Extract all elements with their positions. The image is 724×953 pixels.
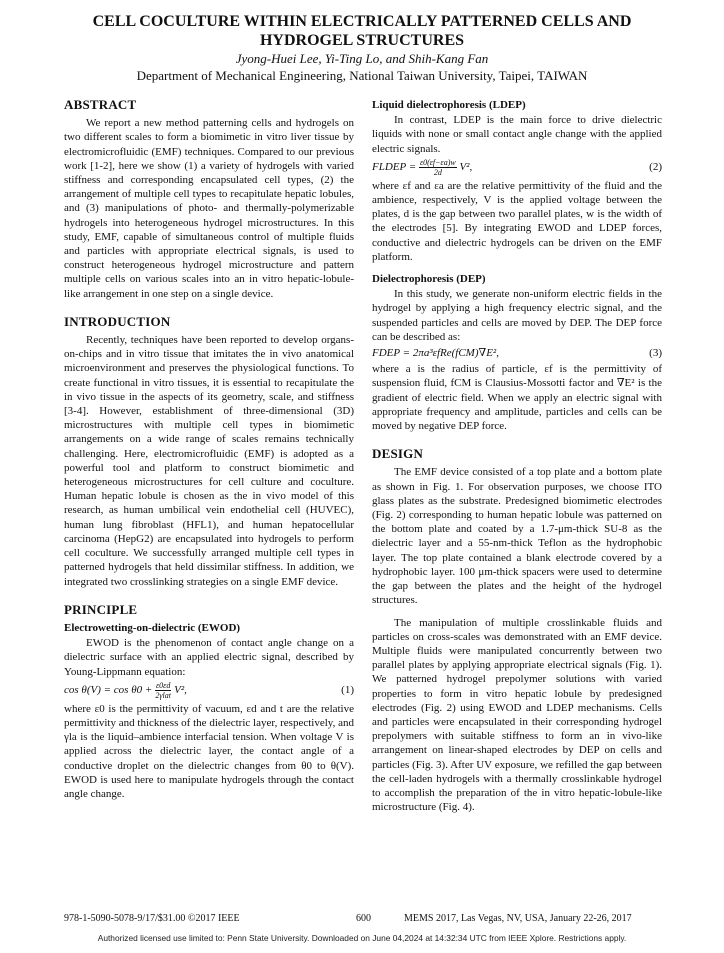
dep-heading: Dielectrophoresis (DEP) <box>372 273 486 286</box>
eq1-denominator: 2γlat <box>155 690 171 700</box>
license-notice: Authorized licensed use limited to: Penn State University. Downloaded on June 04,2024 at 14:32:34 UTC from IEEE Xplore. Restrictions apply. <box>97 933 627 943</box>
dep-text-2: where a is the radius of particle, εf is the permittivity of suspension fluid, fCM is Clausius-Mossotti factor and ∇E² is the gradient of electric field. When we apply an electric signal with appropriate frequency and amplitude, particles and cells can be moved by negative DEP force. <box>372 363 662 433</box>
eq3-body: FDEP = 2πa³εfRe(fCM)∇E², <box>372 347 499 360</box>
ldep-text-1: In contrast, LDEP is the main force to drive dielectric liquids with none or small contact angle change with the applied electric signals. <box>372 114 662 155</box>
introduction-heading: INTRODUCTION <box>64 313 171 329</box>
eq2-denominator: 2d <box>433 167 442 177</box>
eq2-tail: V², <box>459 160 473 173</box>
eq2-lhs: FLDEP = <box>372 160 417 173</box>
ldep-text-2: where εf and εa are the relative permittivity of the fluid and the ambience, respectively, V is the applied voltage between the plates, d is the gap between two parallel plates, w is the width of the electrodes [5]. By integrating EWOD and LDEP forces, conductive and dielectric hydrogels can be driven on the EMF platform. <box>372 179 662 263</box>
left-column <box>64 98 354 801</box>
eq2-fraction <box>419 158 457 177</box>
footer-conference: MEMS 2017, Las Vegas, NV, USA, January 22-26, 2017 <box>404 913 632 924</box>
right-column <box>372 98 662 814</box>
ewod-text-2: where ε0 is the permittivity of vacuum, εd and t are the relative permittivity and thickness of the dielectric layer, respectively, and γla is the liquid–ambience interfacial tension. When voltage V is applied across the dielectric layer, the contact angle of a conductive droplet on the dielectric changes from θ0 to θ(V). EWOD is used here to manipulate hydrogels through the contact angle change. <box>64 702 354 800</box>
authors: Jyong-Huei Lee, Yi-Ting Lo, and Shih-Kang Fan <box>235 51 489 66</box>
eq1-numerator: ε0εd <box>156 680 171 690</box>
abstract-heading: ABSTRACT <box>64 97 137 112</box>
eq1-fraction <box>155 681 171 700</box>
design-text-1: The EMF device consisted of a top plate and a bottom plate as shown in Fig. 1. For observation purposes, we choose ITO glass plates as the substrate. Predesigned biomimetic electrodes (Fig. 2) corresponding to human hepatic lobule was patterned on the bottom plate and coated by a 1.7-μm-thick SU-8 as the dielectric layer and a 55-nm-thick Teflon as the hydrophobic layer. The top plate contained a blank electrode covered by a hydrophobic layer. 100 μm-thick spacers were used to determine the gap between the plates and the height of the hydrogel structures. <box>372 466 662 607</box>
principle-heading: PRINCIPLE <box>64 601 138 617</box>
eq1-tail: V², <box>174 683 187 696</box>
eq1-lhs: cos θ(V) = cos θ0 + <box>64 683 153 696</box>
abstract-text: We report a new method patterning cells and hydrogels on two different scales to form a biomimetic in vitro liver tissue by electromicrofluidic (EMF) techniques. Compared to our previous work [1-2], here we show (1) a variety of hydrogels with varied stiffness and corresponding encapsulated cell types, (2) the arrangement of multiple cell types to recapitulate hepatic lobules, and (3) manipulations of photo- and thermally-polymerizable hydrogels into heterogeneous hydrogel microstructures. In this study, EMF, capable of simultaneous control of multiple fluids and particles with appropriate electrical signals, is used to construct heterogeneous hydrogel microstructure and pattern multiple cells on various scales into an in vitro hepatic-lobule-like arrangement in one step on a single device. <box>64 117 354 300</box>
design-text-2: The manipulation of multiple crosslinkable fluids and particles on cross-scales was demonstrated with an EMF device. Multiple fluids were manipulated concurrently between two parallel plates by applying appropriate electrical signals (Fig. 1). We patterned hydrogel prepolymer solutions with varied properties to form in vitro hepatic lobule by predesigned electrodes (Fig. 2) using EWOD and LDEP mechanisms. Cells and particles were encapsulated in their corresponding hydrogel prepolymers with suitable stiffness to form an in vivo-like arrangement on linear-shaped electrodes by DEP on cells and particles (Fig. 3). After UV exposure, we refilled the gap between the cell-laden hydrogels with a thermally crosslinkable hydrogel to accomplish the preparation of the in vitro hepatic-lobule-like microstructure (Fig. 4). <box>372 616 662 814</box>
eq2-number: (2) <box>649 161 662 174</box>
eq2-numerator: ε0(εf−εa)w <box>419 157 456 167</box>
equation-1 <box>64 681 354 700</box>
footer-isbn: 978-1-5090-5078-9/17/$31.00 ©2017 IEEE <box>64 913 240 924</box>
affiliation: Department of Mechanical Engineering, National Taiwan University, Taipei, TAIWAN <box>136 68 588 83</box>
paper-title <box>0 12 724 50</box>
footer-page-number: 600 <box>356 913 371 924</box>
ewod-text-1: EWOD is the phenomenon of contact angle change on a dielectric surface with an applied electric signal, described by Young-Lippmann equation: <box>64 637 354 678</box>
introduction-text: Recently, techniques have been reported to develop organs-on-chips and in vitro tissue that imitates the in vivo anatomical microenvironment and preserves the physiological functions. To create functional in vitro tissues, it is essential to recapitulate the in vivo tissue in the aspects of its geometry, scale, and stiffness [3-4]. However, establishment of three-dimensional (3D) microstructures with multiple cell types in biomimetic arrangements on a wide range of scales remains technically challenging. Here, electromicrofluidic (EMF) is adopted as a powerful tool and platform to construct biomimetic and heterogeneous microstructures for cell culture and coculture. Human hepatic lobule is chosen as the in vivo model of this research, as human umbilical vein endothelial cell (HUVEC), human lung fibroblast (HFL1), and human hepatocellular carcinoma (HepG2) are encapsulated into hydrogels to perform cell coculture. We successfully arranged multiple cell types in patterned hydrogels that held dissimilar stiffness. In addition, we integrated two crosslinking strategies on a single EMF device. <box>64 334 354 588</box>
eq1-number: (1) <box>341 684 354 697</box>
design-heading: DESIGN <box>372 446 424 462</box>
title-line-2: HYDROGEL STRUCTURES <box>259 32 465 49</box>
equation-3 <box>372 346 662 360</box>
dep-text-1: In this study, we generate non-uniform electric fields in the hydrogel by applying a high frequency electric signal, and the suspended particles and cells are moved by DEP. The DEP force can be described as: <box>372 288 662 343</box>
title-line-1: CELL COCULTURE WITHIN ELECTRICALLY PATTERNED CELLS AND <box>92 13 632 30</box>
equation-2 <box>372 158 662 177</box>
ldep-heading: Liquid dielectrophoresis (LDEP) <box>372 99 526 111</box>
ewod-heading: Electrowetting-on-dielectric (EWOD) <box>64 621 241 634</box>
eq3-number: (3) <box>649 347 662 360</box>
